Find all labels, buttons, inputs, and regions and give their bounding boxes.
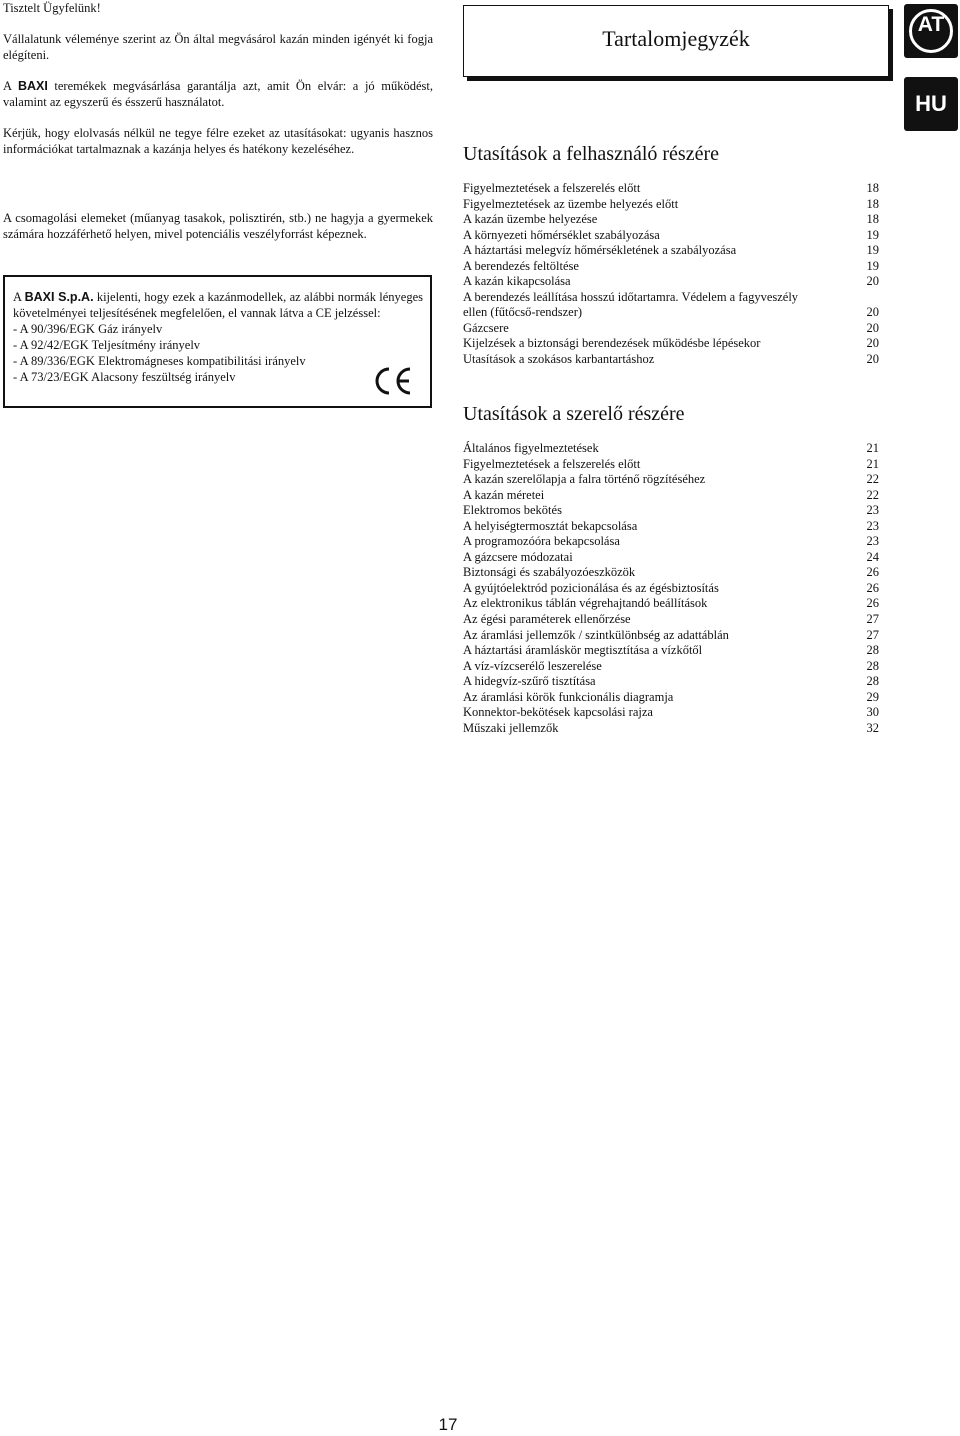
p2-prefix: A bbox=[3, 79, 18, 93]
ce-declaration-text bbox=[13, 289, 423, 321]
toc-page: 29 bbox=[866, 689, 879, 704]
ce-mark-icon bbox=[372, 366, 414, 396]
toc-page: 21 bbox=[866, 456, 879, 471]
toc-label: A víz-vízcserélő leszerelése bbox=[463, 658, 602, 673]
user-section-heading: Utasítások a felhasználó részére bbox=[463, 143, 719, 165]
toc-label: A kazán kikapcsolása bbox=[463, 274, 571, 289]
toc-item[interactable] bbox=[463, 197, 879, 213]
toc-label: Műszaki jellemzők bbox=[463, 720, 559, 735]
toc-label: Az égési paraméterek ellenőrzése bbox=[463, 612, 631, 627]
toc-item[interactable] bbox=[463, 457, 879, 473]
toc-item[interactable] bbox=[463, 596, 879, 612]
toc-label: A kazán méretei bbox=[463, 487, 545, 502]
language-badge-hu bbox=[904, 77, 958, 131]
toc-page: 28 bbox=[866, 658, 879, 673]
toc-page: 20 bbox=[866, 274, 879, 289]
toc-page: 18 bbox=[866, 181, 879, 195]
toc-page: 22 bbox=[866, 472, 879, 487]
toc-page: 30 bbox=[866, 705, 879, 720]
toc-item[interactable] bbox=[463, 441, 879, 457]
toc-item[interactable] bbox=[463, 565, 879, 581]
toc-item[interactable] bbox=[463, 336, 879, 352]
toc-label: Kijelzések a biztonsági berendezések működésbe lépésekor bbox=[463, 336, 761, 351]
hu-badge-label: HU bbox=[915, 91, 947, 116]
toc-item[interactable] bbox=[463, 690, 879, 706]
toc-label: A berendezés leállítása hosszú időtartamra. Védelem a fagyveszély bbox=[463, 289, 799, 304]
toc-page: 18 bbox=[866, 196, 879, 211]
toc-label: A kazán üzembe helyezése bbox=[463, 212, 598, 227]
directive-item: - A 92/42/EGK Teljesítmény irányelv bbox=[13, 338, 201, 352]
toc-label: A gázcsere módozatai bbox=[463, 549, 573, 564]
packaging-warning: A csomagolási elemeket (műanyag tasakok, polisztirén, stb.) ne hagyja a gyermekek számára hozzáférhető helyen, mivel potenciális veszélyforrást képeznek. bbox=[3, 211, 433, 241]
toc-item[interactable] bbox=[463, 612, 879, 628]
intro-paragraph-3: Kérjük, hogy elolvasás nélkül ne tegye félre ezeket az utasításokat: ugyanis hasznos információkat tartalmaznak a kazánja helyes és hatékony kezeléséhez. bbox=[3, 126, 433, 156]
toc-label: Gázcsere bbox=[463, 320, 509, 335]
toc-item[interactable] bbox=[463, 259, 879, 275]
ce-body: kijelenti, hogy ezek a kazánmodellek, az alábbi normák lényeges követelményei teljesítésének megfelelően, el vannak látva a CE jelzéssel: bbox=[13, 290, 423, 320]
toc-item[interactable] bbox=[463, 472, 879, 488]
toc-label: Utasítások a szokásos karbantartáshoz bbox=[463, 352, 655, 367]
toc-page: 22 bbox=[866, 487, 879, 502]
toc-title: Tartalomjegyzék bbox=[602, 26, 750, 51]
toc-label: A hidegvíz-szűrő tisztítása bbox=[463, 674, 596, 689]
toc-item[interactable] bbox=[463, 212, 879, 228]
toc-title-box bbox=[463, 5, 889, 77]
toc-label: Figyelmeztetések a felszerelés előtt bbox=[463, 456, 641, 471]
toc-page: 20 bbox=[866, 320, 879, 335]
toc-item[interactable] bbox=[463, 228, 879, 244]
toc-item[interactable] bbox=[463, 352, 879, 368]
language-badge-at bbox=[904, 4, 958, 58]
toc-page: 18 bbox=[866, 212, 879, 227]
toc-label: Figyelmeztetések a felszerelés előtt bbox=[463, 181, 641, 195]
toc-item[interactable] bbox=[463, 534, 879, 550]
toc-item[interactable] bbox=[463, 705, 879, 721]
toc-page: 20 bbox=[866, 336, 879, 351]
toc-item[interactable] bbox=[463, 274, 879, 290]
brand-name: BAXI bbox=[17, 79, 48, 93]
toc-label: Az áramlási jellemzők / szintkülönbség az adattáblán bbox=[463, 627, 729, 642]
toc-page bbox=[859, 290, 879, 306]
toc-item[interactable] bbox=[463, 488, 879, 504]
toc-label: A helyiségtermosztát bekapcsolása bbox=[463, 518, 638, 533]
p2-suffix: teremékek megvásárlása garantálja azt, amit Ön elvár: a jó működést, valamint az egyszerű és ésszerű használatot. bbox=[3, 79, 433, 109]
toc-label: Konnektor-bekötések kapcsolási rajza bbox=[463, 705, 653, 720]
toc-label: Elektromos bekötés bbox=[463, 503, 562, 518]
toc-page: 20 bbox=[866, 305, 879, 320]
toc-item[interactable] bbox=[463, 581, 879, 597]
toc-page: 19 bbox=[866, 243, 879, 258]
toc-label: A környezeti hőmérséklet szabályozása bbox=[463, 227, 660, 242]
toc-label: A háztartási melegvíz hőmérsékletének a szabályozása bbox=[463, 243, 737, 258]
ce-declaration-box bbox=[3, 275, 432, 408]
at-badge-label: AT bbox=[917, 13, 945, 36]
toc-label: A kazán szerelőlapja a falra történő rögzítéséhez bbox=[463, 472, 706, 487]
user-toc-list bbox=[463, 181, 879, 368]
toc-label: Általános figyelmeztetések bbox=[463, 441, 599, 455]
toc-item[interactable] bbox=[463, 674, 879, 690]
directive-item: - A 90/396/EGK Gáz irányelv bbox=[13, 322, 163, 336]
toc-page: 32 bbox=[866, 720, 879, 735]
toc-label: Figyelmeztetések az üzembe helyezés előtt bbox=[463, 196, 679, 211]
toc-item[interactable] bbox=[463, 305, 879, 321]
toc-page: 28 bbox=[866, 643, 879, 658]
toc-label: A programozóóra bekapcsolása bbox=[463, 534, 620, 549]
toc-page: 23 bbox=[866, 518, 879, 533]
toc-page: 20 bbox=[866, 352, 879, 367]
toc-page: 24 bbox=[866, 549, 879, 564]
toc-page: 19 bbox=[866, 258, 879, 273]
toc-item[interactable] bbox=[463, 643, 879, 659]
page-number: 17 bbox=[438, 1415, 458, 1434]
toc-page: 19 bbox=[866, 227, 879, 242]
toc-page: 27 bbox=[866, 627, 879, 642]
toc-page: 26 bbox=[866, 596, 879, 611]
toc-item[interactable] bbox=[463, 721, 879, 737]
toc-label: Az elektronikus táblán végrehajtandó beállítások bbox=[463, 596, 708, 611]
intro-paragraph-2 bbox=[3, 78, 433, 110]
toc-label: A gyújtóelektród pozicionálása és az égésbiztosítás bbox=[463, 580, 719, 595]
toc-page: 27 bbox=[866, 612, 879, 627]
toc-item[interactable] bbox=[463, 321, 879, 337]
toc-label: Biztonsági és szabályozóeszközök bbox=[463, 565, 636, 580]
toc-item[interactable] bbox=[463, 181, 879, 197]
directive-item: - A 89/336/EGK Elektromágneses kompatibilitási irányelv bbox=[13, 354, 306, 368]
toc-label: ellen (fűtőcső-rendszer) bbox=[463, 305, 583, 320]
toc-page: 28 bbox=[866, 674, 879, 689]
toc-item[interactable] bbox=[463, 659, 879, 675]
greeting: Tisztelt Ügyfelünk! bbox=[3, 1, 101, 15]
directive-list bbox=[13, 321, 423, 385]
ce-prefix: A bbox=[13, 290, 25, 304]
ce-brand: BAXI S.p.A. bbox=[24, 290, 94, 304]
toc-item[interactable] bbox=[463, 519, 879, 535]
toc-item[interactable] bbox=[463, 243, 879, 259]
toc-label: A berendezés feltöltése bbox=[463, 258, 579, 273]
toc-page: 26 bbox=[866, 565, 879, 580]
toc-item[interactable] bbox=[463, 550, 879, 566]
toc-page: 21 bbox=[866, 441, 879, 455]
installer-toc-list bbox=[463, 441, 879, 736]
toc-item[interactable] bbox=[463, 503, 879, 519]
directive-item: - A 73/23/EGK Alacsony feszültség irányelv bbox=[13, 370, 236, 384]
toc-page: 23 bbox=[866, 534, 879, 549]
toc-label: A háztartási áramláskör megtisztítása a vízkőtől bbox=[463, 643, 703, 658]
toc-item[interactable] bbox=[463, 628, 879, 644]
intro-paragraph-1: Vállalatunk véleménye szerint az Ön által megvásárol kazán minden igényét ki fogja elégíteni. bbox=[3, 32, 433, 62]
toc-item[interactable] bbox=[463, 290, 879, 306]
toc-page: 23 bbox=[866, 503, 879, 518]
toc-label: Az áramlási körök funkcionális diagramja bbox=[463, 689, 674, 704]
toc-page: 26 bbox=[866, 580, 879, 595]
installer-section-heading: Utasítások a szerelő részére bbox=[463, 403, 685, 425]
